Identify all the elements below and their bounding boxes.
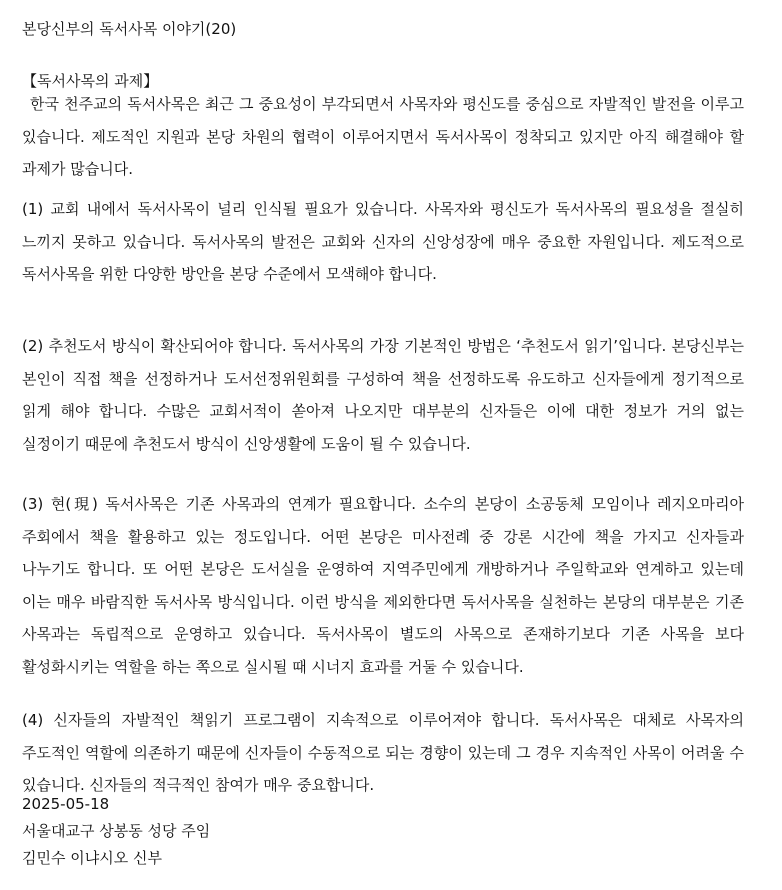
point-1-paragraph: (1) 교회 내에서 독서사목이 널리 인식될 필요가 있습니다. 사목자와 평신도가 독서사목의 필요성을 절실히 느끼지 못하고 있습니다. 독서사목의 발전은 교회와 신자의 신앙성장에 매우 중요한 자원입니다. 제도적으로 독서사목을 위한 다양한 방안을 본당 수준에서 모색해야 합니다.: [22, 200, 744, 283]
author-affiliation: 서울대교구 상봉동 성당 주임: [22, 822, 211, 840]
author-name: 김민수 이냐시오 신부: [22, 849, 162, 867]
point-2-paragraph: (2) 추천도서 방식이 확산되어야 합니다. 독서사목의 가장 기본적인 방법은 ‘추천도서 읽기’입니다. 본당신부는 본인이 직접 책을 선정하거나 도서선정위원회를 구성하여 책을 선정하도록 유도하고 신자들에게 정기적으로 읽게 해야 합니다. 수많은 교회서적이 쏟아져 나오지만 대부분의 신자들은 이에 대한 정보가 거의 없는 실정이기 때문에 추천도서 방식이 신앙생활에 도움이 될 수 있습니다.: [22, 337, 744, 453]
point-4-paragraph: (4) 신자들의 자발적인 책읽기 프로그램이 지속적으로 이루어져야 합니다. 독서사목은 대체로 사목자의 주도적인 역할에 의존하기 때문에 신자들이 수동적으로 되는 경향이 있는데 그 경우 지속적인 사목이 어려울 수 있습니다. 신자들의 적극적인 참여가 매우 중요합니다.: [22, 711, 744, 794]
point-3-paragraph: (3) 현(現) 독서사목은 기존 사목과의 연계가 필요합니다. 소수의 본당이 소공동체 모임이나 레지오마리아 주회에서 책을 활용하고 있는 정도입니다. 어떤 본당은 미사전례 중 강론 시간에 책을 가지고 신자들과 나누기도 합니다. 또 어떤 본당은 도서실을 운영하여 지역주민에게 개방하거나 주일학교와 연계하고 있는데 이는 매우 바람직한 독서사목 방식입니다. 이런 방식을 제외한다면 독서사목을 실천하는 본당의 대부분은 기존 사목과는 독립적으로 운영하고 있습니다. 독서사목이 별도의 사목으로 존재하기보다 기존 사목을 보다 활성화시키는 역할을 하는 쪽으로 실시될 때 시너지 효과를 거둘 수 있습니다.: [22, 495, 744, 676]
post-title: 본당신부의 독서사목 이야기(20): [22, 20, 237, 38]
intro-paragraph: 한국 천주교의 독서사목은 최근 그 중요성이 부각되면서 사목자와 평신도를 중심으로 자발적인 발전을 이루고 있습니다. 제도적인 지원과 본당 차원의 협력이 이루어지면서 독서사목이 정착되고 있지만 아직 해결해야 할 과제가 많습니다.: [22, 95, 744, 178]
post-date: 2025-05-18: [22, 795, 110, 813]
section-heading: 【독서사목의 과제】: [22, 72, 159, 90]
